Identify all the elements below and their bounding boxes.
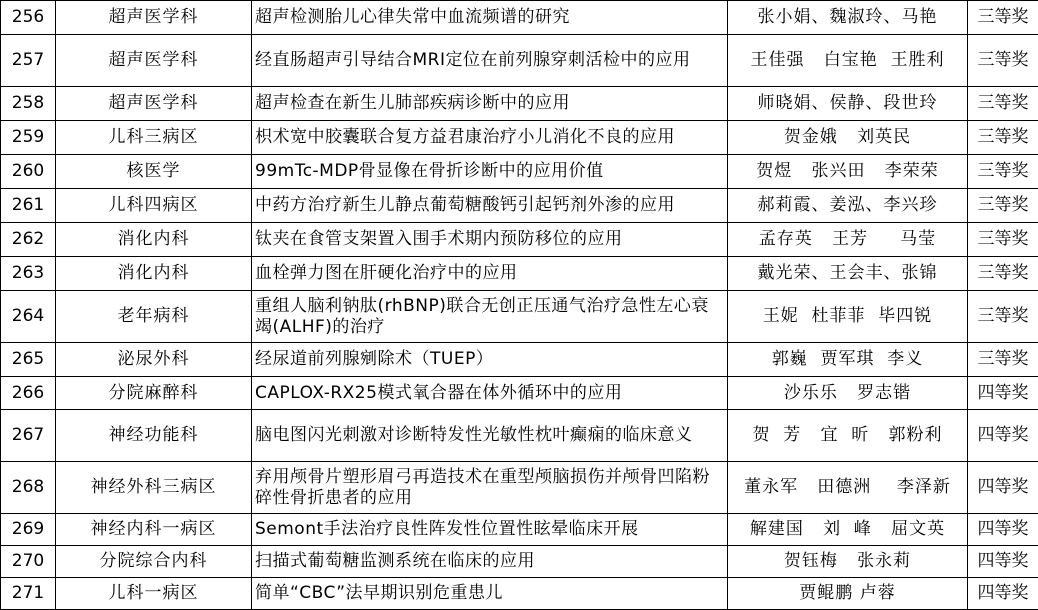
authors: 贺 芳 宜 昕 郭粉利	[728, 410, 968, 462]
project-title: 简单“CBC”法早期识别危重患儿	[252, 578, 728, 610]
department: 消化内科	[56, 223, 252, 257]
table-row	[1, 578, 1038, 610]
authors: 师晓娟、侯静、段世玲	[728, 87, 968, 121]
table-row	[1, 223, 1038, 257]
authors: 王妮 杜菲菲 毕四锐	[728, 291, 968, 343]
award-level: 三等奖	[968, 121, 1038, 155]
table-row	[1, 343, 1038, 377]
table-row	[1, 410, 1038, 462]
authors: 郭巍 贾军琪 李义	[728, 343, 968, 377]
table-row	[1, 514, 1038, 546]
department: 超声医学科	[56, 35, 252, 87]
row-number: 270	[1, 546, 56, 578]
authors: 贺钰梅 张永莉	[728, 546, 968, 578]
project-title: 超声检测胎儿心律失常中血流频谱的研究	[252, 1, 728, 35]
department: 核医学	[56, 155, 252, 189]
row-number: 269	[1, 514, 56, 546]
award-level: 三等奖	[968, 189, 1038, 223]
department: 超声医学科	[56, 87, 252, 121]
award-level: 三等奖	[968, 155, 1038, 189]
row-number: 257	[1, 35, 56, 87]
authors: 王佳强 白宝艳 王胜利	[728, 35, 968, 87]
award-level: 四等奖	[968, 578, 1038, 610]
row-number: 262	[1, 223, 56, 257]
project-title: 99mTc-MDP骨显像在骨折诊断中的应用价值	[252, 155, 728, 189]
table-row	[1, 291, 1038, 343]
authors: 贺金娥 刘英民	[728, 121, 968, 155]
table-row	[1, 35, 1038, 87]
authors: 董永军 田德洲 李泽新	[728, 462, 968, 514]
award-level: 三等奖	[968, 291, 1038, 343]
project-title: 钛夹在食管支架置入围手术期内预防移位的应用	[252, 223, 728, 257]
project-title: 扫描式葡萄糖监测系统在临床的应用	[252, 546, 728, 578]
award-level: 四等奖	[968, 377, 1038, 410]
award-level: 三等奖	[968, 87, 1038, 121]
authors: 贺煜 张兴田 李荣荣	[728, 155, 968, 189]
authors: 贾鲲鹏 卢蓉	[728, 578, 968, 610]
award-level: 四等奖	[968, 514, 1038, 546]
row-number: 261	[1, 189, 56, 223]
department: 消化内科	[56, 257, 252, 291]
row-number: 256	[1, 1, 56, 35]
authors: 解建国 刘 峰 屈文英	[728, 514, 968, 546]
department: 泌尿外科	[56, 343, 252, 377]
department: 神经内科一病区	[56, 514, 252, 546]
row-number: 271	[1, 578, 56, 610]
department: 老年病科	[56, 291, 252, 343]
table-row	[1, 377, 1038, 410]
authors: 张小娟、魏淑玲、马艳	[728, 1, 968, 35]
table-row	[1, 189, 1038, 223]
project-title: 中药方治疗新生儿静点葡萄糖酸钙引起钙剂外渗的应用	[252, 189, 728, 223]
department: 分院麻醉科	[56, 377, 252, 410]
department: 分院综合内科	[56, 546, 252, 578]
department: 神经外科三病区	[56, 462, 252, 514]
authors: 郝莉霞、姜泓、李兴珍	[728, 189, 968, 223]
department: 儿科四病区	[56, 189, 252, 223]
authors: 沙乐乐 罗志锴	[728, 377, 968, 410]
row-number: 258	[1, 87, 56, 121]
department: 儿科三病区	[56, 121, 252, 155]
project-title: 枳术宽中胶囊联合复方益君康治疗小儿消化不良的应用	[252, 121, 728, 155]
award-level: 三等奖	[968, 1, 1038, 35]
table-row	[1, 546, 1038, 578]
award-level: 三等奖	[968, 343, 1038, 377]
project-title: 经直肠超声引导结合MRI定位在前列腺穿刺活检中的应用	[252, 35, 728, 87]
award-level: 三等奖	[968, 35, 1038, 87]
row-number: 260	[1, 155, 56, 189]
award-level: 四等奖	[968, 462, 1038, 514]
department: 神经功能科	[56, 410, 252, 462]
authors: 孟存英 王芳 马莹	[728, 223, 968, 257]
award-level: 三等奖	[968, 223, 1038, 257]
award-level: 四等奖	[968, 410, 1038, 462]
project-title: Semont手法治疗良性阵发性位置性眩晕临床开展	[252, 514, 728, 546]
row-number: 265	[1, 343, 56, 377]
project-title: 血栓弹力图在肝硬化治疗中的应用	[252, 257, 728, 291]
table-row	[1, 462, 1038, 514]
row-number: 259	[1, 121, 56, 155]
award-level: 四等奖	[968, 546, 1038, 578]
row-number: 267	[1, 410, 56, 462]
project-title: 经尿道前列腺剜除术（TUEP）	[252, 343, 728, 377]
table-row	[1, 1, 1038, 35]
department: 儿科一病区	[56, 578, 252, 610]
row-number: 268	[1, 462, 56, 514]
row-number: 263	[1, 257, 56, 291]
project-title: CAPLOX-RX25模式氧合器在体外循环中的应用	[252, 377, 728, 410]
table-row	[1, 257, 1038, 291]
row-number: 264	[1, 291, 56, 343]
project-title: 重组人脑利钠肽(rhBNP)联合无创正压通气治疗急性左心衰竭(ALHF)的治疗	[252, 291, 728, 343]
table-row	[1, 155, 1038, 189]
row-number: 266	[1, 377, 56, 410]
table-row	[1, 121, 1038, 155]
project-title: 弃用颅骨片塑形眉弓再造技术在重型颅脑损伤并颅骨凹陷粉碎性骨折患者的应用	[252, 462, 728, 514]
award-level: 三等奖	[968, 257, 1038, 291]
project-title: 脑电图闪光刺激对诊断特发性光敏性枕叶癫痫的临床意义	[252, 410, 728, 462]
awards-table-body	[1, 1, 1038, 610]
authors: 戴光荣、王会丰、张锦	[728, 257, 968, 291]
table-row	[1, 87, 1038, 121]
department: 超声医学科	[56, 1, 252, 35]
project-title: 超声检查在新生儿肺部疾病诊断中的应用	[252, 87, 728, 121]
